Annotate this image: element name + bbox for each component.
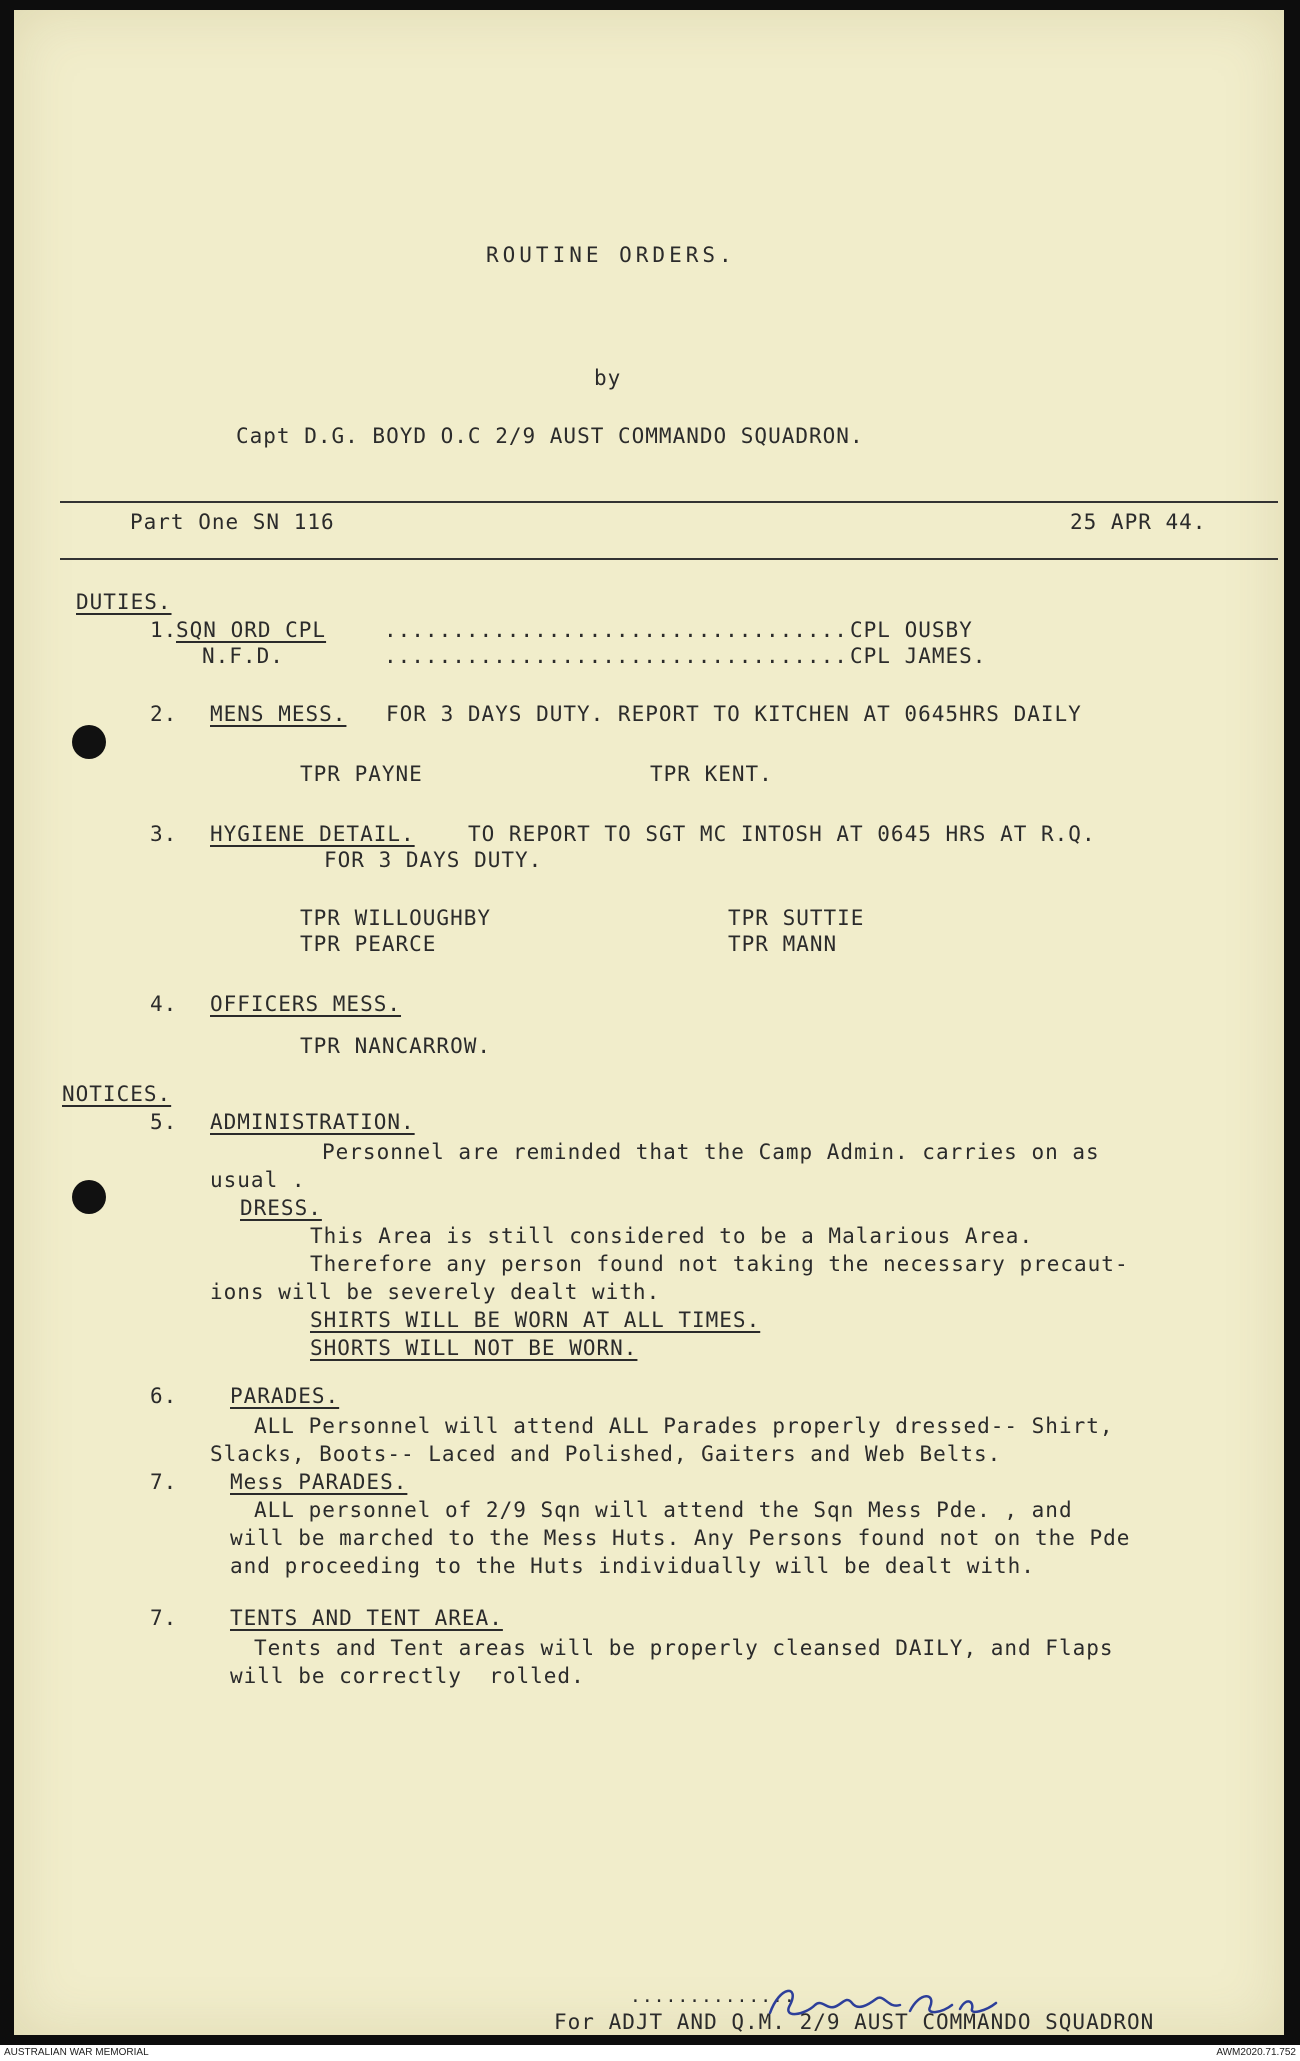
duty-3-name-1: TPR WILLOUGHBY — [300, 906, 492, 930]
duty-1-number: 1. — [150, 618, 178, 642]
order-date: 25 APR 44. — [1070, 510, 1207, 534]
notices-heading: NOTICES. — [62, 1082, 172, 1106]
notice-6-line-2: Slacks, Boots-- Laced and Polished, Gaiters and Web Belts. — [210, 1442, 1002, 1466]
notice-5-label: ADMINISTRATION. — [210, 1110, 415, 1134]
notice-7-label: Mess PARADES. — [230, 1470, 408, 1494]
notice-8-label: TENTS AND TENT AREA. — [230, 1606, 503, 1630]
duty-3-name-2: TPR SUTTIE — [728, 906, 865, 930]
issuer: Capt D.G. BOYD O.C 2/9 AUST COMMANDO SQUADRON. — [236, 424, 864, 448]
dress-line-2: Therefore any person found not taking the necessary precaut- — [310, 1252, 1129, 1276]
duty-1b-name: CPL JAMES. — [850, 644, 987, 668]
duty-4-name-1: TPR NANCARROW. — [300, 1034, 492, 1058]
notice-5-line-1: Personnel are reminded that the Camp Admin. carries on as — [322, 1140, 1100, 1164]
duty-1-leader: .................................. — [384, 618, 848, 642]
dress-line-4: SHIRTS WILL BE WORN AT ALL TIMES. — [310, 1308, 761, 1332]
notice-8-number: 7. — [150, 1606, 178, 1630]
rule-top — [60, 501, 1278, 503]
by-line: by — [594, 366, 622, 390]
duty-4-label: OFFICERS MESS. — [210, 992, 402, 1016]
notice-6-line-1: ALL Personnel will attend ALL Parades properly dressed-- Shirt, — [254, 1414, 1114, 1438]
signature-leader: .............. — [630, 1986, 796, 2007]
duty-3-name-4: TPR MANN — [728, 932, 838, 956]
handwritten-signature — [760, 1975, 1040, 2035]
duty-1b-label: N.F.D. — [202, 644, 284, 668]
dress-line-5: SHORTS WILL NOT BE WORN. — [310, 1336, 638, 1360]
duty-3-text: TO REPORT TO SGT MC INTOSH AT 0645 HRS AT R.Q. — [468, 822, 1096, 846]
dress-line-3: ions will be severely dealt with. — [210, 1280, 661, 1304]
duties-heading: DUTIES. — [76, 590, 172, 614]
dress-label: DRESS. — [240, 1196, 322, 1220]
duty-2-number: 2. — [150, 702, 178, 726]
document-title: ROUTINE ORDERS. — [486, 243, 736, 267]
duty-3-name-3: TPR PEARCE — [300, 932, 437, 956]
notice-6-number: 6. — [150, 1384, 178, 1408]
duty-2-label: MENS MESS. — [210, 702, 347, 726]
duty-1-label: SQN ORD CPL — [176, 618, 327, 642]
duty-3-text-2: FOR 3 DAYS DUTY. — [324, 848, 543, 872]
duty-2-name-1: TPR PAYNE — [300, 762, 423, 786]
signature-block: For ADJT AND Q.M. 2/9 AUST COMMANDO SQUADRON — [554, 2010, 1155, 2034]
notice-7-line-3: and proceeding to the Huts individually will be dealt with. — [230, 1554, 1035, 1578]
notice-7-line-1: ALL personnel of 2/9 Sqn will attend the Sqn Mess Pde. , and — [254, 1498, 1073, 1522]
duty-1-name: CPL OUSBY — [850, 618, 973, 642]
punch-hole — [72, 725, 106, 759]
rule-bottom — [60, 558, 1278, 560]
notice-7-number: 7. — [150, 1470, 178, 1494]
notice-8-line-2: will be correctly rolled. — [230, 1664, 585, 1688]
notice-5-line-2: usual . — [210, 1168, 306, 1192]
footer-accession-number: AWM2020.71.752 — [1216, 2047, 1296, 2058]
duty-1b-leader: .................................. — [384, 644, 848, 668]
footer-archive-name: AUSTRALIAN WAR MEMORIAL — [4, 2047, 149, 2058]
notice-6-label: PARADES. — [230, 1384, 340, 1408]
document-page — [14, 10, 1284, 2035]
notice-5-number: 5. — [150, 1110, 178, 1134]
duty-2-name-2: TPR KENT. — [650, 762, 773, 786]
duty-2-text: FOR 3 DAYS DUTY. REPORT TO KITCHEN AT 0645HRS DAILY — [386, 702, 1082, 726]
punch-hole — [72, 1180, 106, 1214]
notice-8-line-1: Tents and Tent areas will be properly cleansed DAILY, and Flaps — [254, 1636, 1114, 1660]
duty-3-number: 3. — [150, 822, 178, 846]
duty-3-label: HYGIENE DETAIL. — [210, 822, 415, 846]
part-number: Part One SN 116 — [130, 510, 335, 534]
duty-4-number: 4. — [150, 992, 178, 1016]
notice-7-line-2: will be marched to the Mess Huts. Any Persons found not on the Pde — [230, 1526, 1131, 1550]
dress-line-1: This Area is still considered to be a Malarious Area. — [310, 1224, 1034, 1248]
